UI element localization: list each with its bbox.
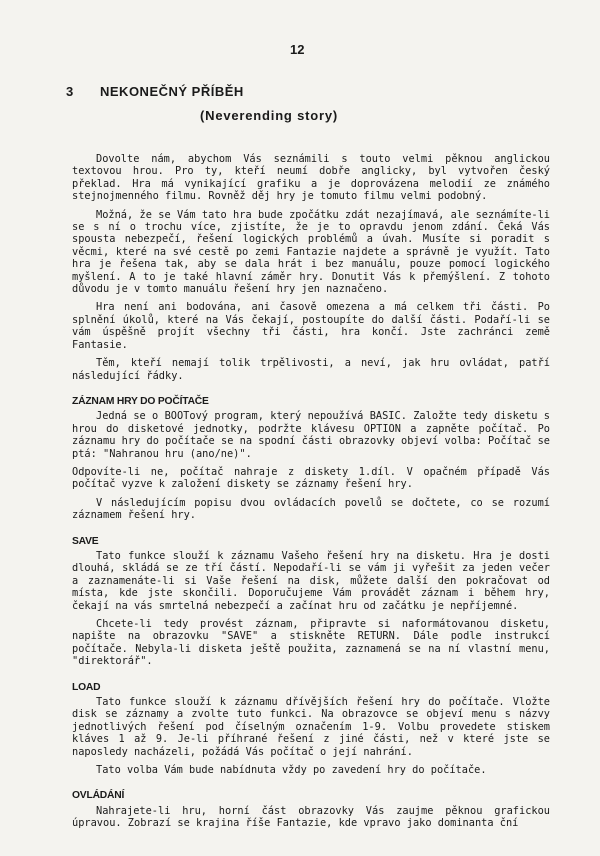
section-paragraph: Nahrajete-li hru, horní část obrazovky Vás zaujme pěknou grafickou úpravou. Zobrazí se krajina říše Fantazie, kde vpravo jako dominanta ční bbox=[72, 804, 550, 830]
section-paragraph: V následujícím popisu dvou ovládacích povelů se dočtete, co se rozumí záznamem řešení hry. bbox=[72, 496, 550, 522]
page-number: 12 bbox=[290, 42, 305, 57]
section-paragraph: Odpovíte-li ne, počítač nahraje z diskety 1.díl. V opačném případě Vás počítač vyzve k založení diskety se záznamy řešení hry. bbox=[72, 465, 550, 491]
intro-paragraph: Možná, že se Vám tato hra bude zpočátku zdát nezajímavá, ale seznámíte-li se s ní o trochu více, zjistíte, že je to opravdu jenom zdání. Čeká Vás spousta nebezpečí, řešení logických problémů a úvah. Musíte si poradit s věcmi, které na své cestě po zemi Fantazie najdete a správně je využít. Tato hra je řešena tak, aby se dala hrát i bez manuálu, pouze pomocí logického myšlení. A to je také hlavní záměr hry. Donutit Vás k přemýšlení. Z tohoto důvodu je v tomto manuálu řešení hry jen naznačeno. bbox=[72, 208, 550, 296]
intro-paragraph: Těm, kteří nemají tolik trpělivosti, a neví, jak hru ovládat, patří následující řádky. bbox=[72, 357, 550, 382]
chapter-subtitle: (Neverending story) bbox=[200, 108, 339, 123]
chapter-heading bbox=[66, 84, 536, 99]
intro-paragraph: Dovolte nám, abychom Vás seznámili s touto velmi pěknou anglickou textovou hrou. Pro ty, kteří neumí dobře anglicky, byl vytvořen český překlad. Hra má vynikající grafiku a je doprovázena melodií ze známého stejnojmenného filmu. Rovněž děj hry je tomuto filmu velmi podobný. bbox=[72, 153, 550, 203]
section-paragraph: Tato funkce slouží k záznamu Vašeho řešení hry na disketu. Hra je dosti dlouhá, skládá se ze tří částí. Nepodaří-li se vám ji vyřešit za jeden večer a zaznamenáte-li si Vaše řešení na disk, můžete další den pokračovat od místa, kde jste skončili. Doporučujeme Vám provádět záznam i během hry, čekají na vás smrtelná nebezpečí a začínat hru od začátku je nepříjemné. bbox=[72, 549, 550, 612]
body-text bbox=[72, 153, 550, 836]
section-heading-load-game: ZÁZNAM HRY DO POČÍTAČE bbox=[72, 395, 209, 407]
section-heading-load: LOAD bbox=[72, 681, 101, 693]
section-heading-controls: OVLÁDÁNÍ bbox=[72, 790, 125, 802]
section-paragraph: Tato funkce slouží k záznamu dřívějších řešení hry do počítače. Vložte disk se záznamy a zvolte tuto funkci. Na obrazovce se objeví menu s názvy jednotlivých řešení pod číselným označením 1-9. Volbu provedete stiskem kláves 1 až 9. Je-li příhrané řešení z jiné části, než v které jste se naposledy nacházeli, požádá Vás počítač o její nahrání. bbox=[72, 696, 550, 758]
section-paragraph: Tato volba Vám bude nabídnuta vždy po zavedení hry do počítače. bbox=[96, 764, 487, 777]
section-heading-save: SAVE bbox=[72, 535, 99, 547]
chapter-number: 3 bbox=[66, 84, 74, 99]
section-paragraph: Chcete-li tedy provést záznam, připravte si naformátovanou disketu, napište na obrazovku "SAVE" a stiskněte RETURN. Dále podle instrukcí počítače. Nebyla-li disketa ještě použita, zaznamená se na ní vlastní menu, "direktorář". bbox=[72, 618, 550, 668]
section-paragraph: Jedná se o BOOTový program, který nepoužívá BASIC. Založte tedy disketu s hrou do disketové jednotky, podržte klávesu OPTION a zapněte počítač. Po záznamu hry do počítače se na spodní části obrazovky objeví volba: Počítač se ptá: "Nahranou hru (ano/ne)". bbox=[72, 410, 550, 460]
chapter-title: NEKONEČNÝ PŘÍBĚH bbox=[100, 84, 244, 99]
intro-paragraph: Hra není ani bodována, ani časově omezena a má celkem tři části. Po splnění úkolů, které na Vás čekají, postoupíte do další části. Podaří-li se vám úspěšně projít všechny tři části, hra končí. Jste zachránci země Fantasie. bbox=[72, 301, 550, 351]
